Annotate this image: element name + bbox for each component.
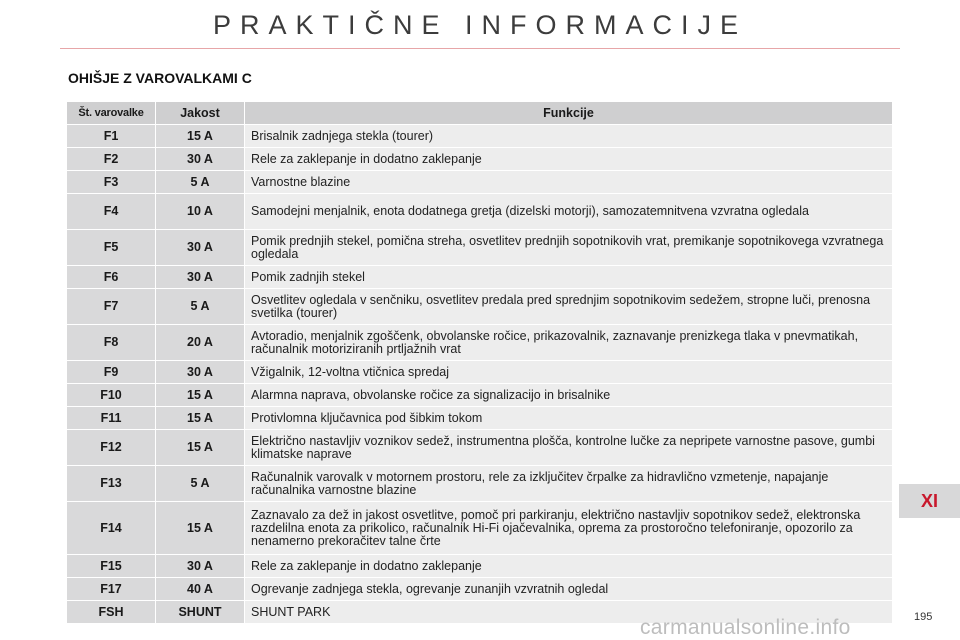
fuse-function: Pomik zadnjih stekel: [245, 266, 893, 289]
fuse-function: Ogrevanje zadnjega stekla, ogrevanje zunanjih vzvratnih ogledal: [245, 578, 893, 601]
fuse-function: Rele za zaklepanje in dodatno zaklepanje: [245, 148, 893, 171]
fuse-rating: 5 A: [156, 171, 245, 194]
header-rating: Jakost: [156, 102, 245, 125]
fuse-function: SHUNT PARK: [245, 601, 893, 624]
fuse-function: Alarmna naprava, obvolanske ročice za signalizacijo in brisalnike: [245, 384, 893, 407]
fuse-function: Varnostne blazine: [245, 171, 893, 194]
fuse-rating: 20 A: [156, 325, 245, 361]
table-row: [67, 578, 893, 601]
fuse-rating: 30 A: [156, 266, 245, 289]
fuse-number: F8: [67, 325, 156, 361]
fuse-number: F7: [67, 289, 156, 325]
fuse-function: Zaznavalo za dež in jakost osvetlitve, pomoč pri parkiranju, električno nastavljiv sopotnikov sedež, elektronska razdelilna enota za prikolico, računalnik Hi-Fi ojačevalnika, oprema za prostoročno telefoniranje, opozorilo za nenamerno prekoračitev talne črte: [245, 502, 893, 555]
header-fuse-number: Št. varovalke: [67, 102, 156, 125]
table-row: [67, 266, 893, 289]
header-functions: Funkcije: [245, 102, 893, 125]
fuse-number: F15: [67, 555, 156, 578]
table-row: [67, 125, 893, 148]
chapter-tab: XI: [899, 484, 960, 518]
fuse-number: F10: [67, 384, 156, 407]
fuse-rating: 15 A: [156, 125, 245, 148]
table-header-row: [67, 102, 893, 125]
fuse-number: F6: [67, 266, 156, 289]
fuse-number: FSH: [67, 601, 156, 624]
fuse-number: F2: [67, 148, 156, 171]
fuse-rating: 40 A: [156, 578, 245, 601]
fuse-function: Avtoradio, menjalnik zgoščenk, obvolanske ročice, prikazovalnik, zaznavanje prenizkega tlaka v pnevmatikah, računalnik motoriziranih prtljažnih vrat: [245, 325, 893, 361]
fuse-function: Osvetlitev ogledala v senčniku, osvetlitev predala pred sprednjim sopotnikovim sedežem, stropne luči, prenosna svetilka (tourer): [245, 289, 893, 325]
section-title: OHIŠJE Z VAROVALKAMI C: [68, 70, 252, 86]
table-row: [67, 148, 893, 171]
table-row: [67, 171, 893, 194]
table-row: [67, 407, 893, 430]
fuse-function: Vžigalnik, 12-voltna vtičnica spredaj: [245, 361, 893, 384]
fuse-function: Računalnik varovalk v motornem prostoru, rele za izključitev črpalke za hidravlično vzmetenje, napajanje računalnika varnostne blazine: [245, 466, 893, 502]
fuse-number: F5: [67, 230, 156, 266]
fuse-number: F12: [67, 430, 156, 466]
fuse-number: F1: [67, 125, 156, 148]
fuse-rating: 15 A: [156, 430, 245, 466]
fuse-number: F13: [67, 466, 156, 502]
watermark: carmanualsonline.info: [640, 616, 851, 639]
table-row: [67, 230, 893, 266]
fuse-rating: 10 A: [156, 194, 245, 230]
fuse-number: F17: [67, 578, 156, 601]
table-row: [67, 502, 893, 555]
fuse-function: Brisalnik zadnjega stekla (tourer): [245, 125, 893, 148]
fuse-rating: 15 A: [156, 384, 245, 407]
fuse-table: [66, 101, 893, 624]
fuse-number: F14: [67, 502, 156, 555]
table-row: [67, 361, 893, 384]
fuse-rating: SHUNT: [156, 601, 245, 624]
fuse-rating: 5 A: [156, 466, 245, 502]
fuse-number: F9: [67, 361, 156, 384]
fuse-rating: 5 A: [156, 289, 245, 325]
page-number: 195: [914, 611, 933, 623]
table-row: [67, 325, 893, 361]
fuse-number: F3: [67, 171, 156, 194]
fuse-rating: 30 A: [156, 230, 245, 266]
table-row: [67, 430, 893, 466]
fuse-function: Samodejni menjalnik, enota dodatnega gretja (dizelski motorji), samozatemnitvena vzvratna ogledala: [245, 194, 893, 230]
table-row: [67, 555, 893, 578]
title-divider: [60, 48, 900, 49]
table-row: [67, 384, 893, 407]
fuse-rating: 30 A: [156, 555, 245, 578]
fuse-function: Električno nastavljiv voznikov sedež, instrumentna plošča, kontrolne lučke za nepripete varnostne pasove, gumbi klimatske naprave: [245, 430, 893, 466]
fuse-rating: 30 A: [156, 361, 245, 384]
fuse-function: Pomik prednjih stekel, pomična streha, osvetlitev prednjih sopotnikovih vrat, premikanje sopotnikovega vzvratnega ogledala: [245, 230, 893, 266]
table-row: [67, 194, 893, 230]
fuse-rating: 15 A: [156, 407, 245, 430]
fuse-function: Protivlomna ključavnica pod šibkim tokom: [245, 407, 893, 430]
fuse-rating: 15 A: [156, 502, 245, 555]
table-row: [67, 466, 893, 502]
fuse-number: F4: [67, 194, 156, 230]
fuse-function: Rele za zaklepanje in dodatno zaklepanje: [245, 555, 893, 578]
fuse-number: F11: [67, 407, 156, 430]
table-row: [67, 289, 893, 325]
page-title: PRAKTIČNE INFORMACIJE: [212, 10, 748, 40]
fuse-rating: 30 A: [156, 148, 245, 171]
